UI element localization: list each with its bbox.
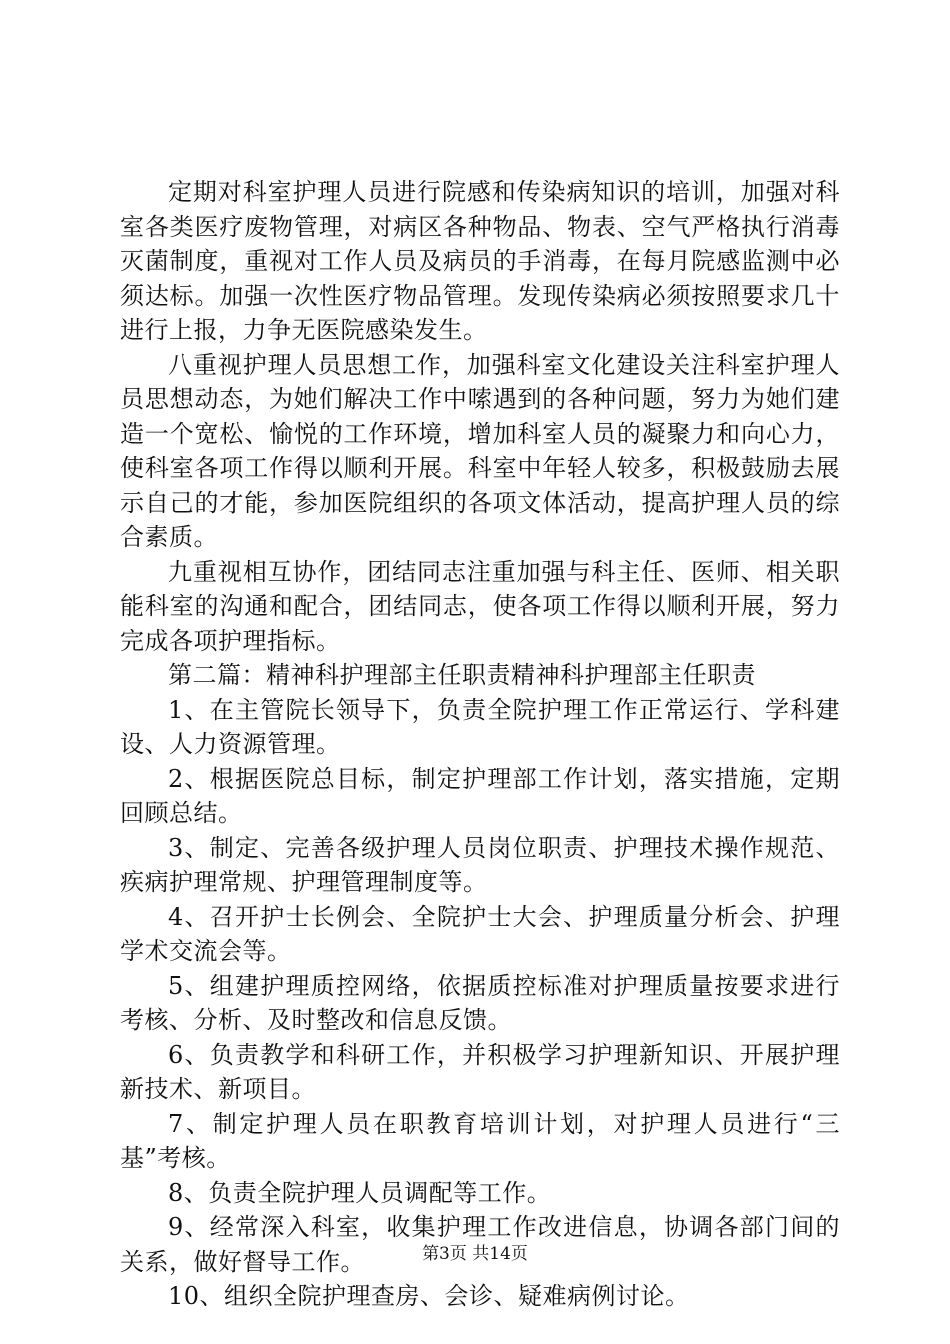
section-heading: 第二篇：精神科护理部主任职责精神科护理部主任职责 (168, 661, 756, 689)
duty-item-6: 6、负责教学和科研工作，并积极学习护理新知识、开展护理新技术、新项目。 (120, 1040, 840, 1103)
duty-item-8: 8、负责全院护理人员调配等工作。 (168, 1178, 552, 1207)
duty-item-4: 4、召开护士长例会、全院护士大会、护理质量分析会、护理学术交流会等。 (120, 902, 840, 965)
document-body (120, 175, 840, 1314)
duty-item-10: 10、组织全院护理查房、会诊、疑难病例讨论。 (168, 1282, 690, 1310)
duty-item-7: 7、制定护理人员在职教育培训计划，对护理人员进行“三基”考核。 (120, 1109, 840, 1172)
duty-item-2: 2、根据医院总目标，制定护理部工作计划，落实措施，定期回顾总结。 (120, 764, 840, 827)
duty-item-3: 3、制定、完善各级护理人员岗位职责、护理技术操作规范、疾病护理常规、护理管理制度等。 (120, 833, 840, 896)
duty-item-9: 9、经常深入科室，收集护理工作改进信息，协调各部门间的关系，做好督导工作。 (120, 1213, 840, 1276)
page-footer (0, 1242, 950, 1266)
paragraph-item-8: 八重视护理人员思想工作，加强科室文化建设关注科室护理人员思想动态，为她们解决工作中嗦遇到的各种问题，努力为她们建造一个宽松、愉悦的工作环境，增加科室人员的凝聚力和向心力，使科室各项工作得以顺利开展。科室中年轻人较多，积极鼓励去展示自己的才能，参加医院组织的各项文体活动，提高护理人员的综合素质。 (120, 350, 840, 551)
duty-item-1: 1、在主管院长领导下，负责全院护理工作正常运行、学科建设、人力资源管理。 (120, 695, 840, 758)
paragraph-item-9: 九重视相互协作，团结同志注重加强与科主任、医师、相关职能科室的沟通和配合，团结同志，使各项工作得以顺利开展，努力完成各项护理指标。 (120, 557, 840, 655)
page-number: 第3页 共14页 (422, 1244, 528, 1264)
paragraph-infection-control: 定期对科室护理人员进行院感和传染病知识的培训，加强对科室各类医疗废物管理，对病区各种物品、物表、空气严格执行消毒灭菌制度，重视对工作人员及病员的手消毒，在每月院感监测中必须达标。加强一次性医疗物品管理。发现传染病必须按照要求几十进行上报，力争无医院感染发生。 (120, 178, 840, 344)
duty-item-5: 5、组建护理质控网络，依据质控标准对护理质量按要求进行考核、分析、及时整改和信息反馈。 (120, 971, 840, 1034)
